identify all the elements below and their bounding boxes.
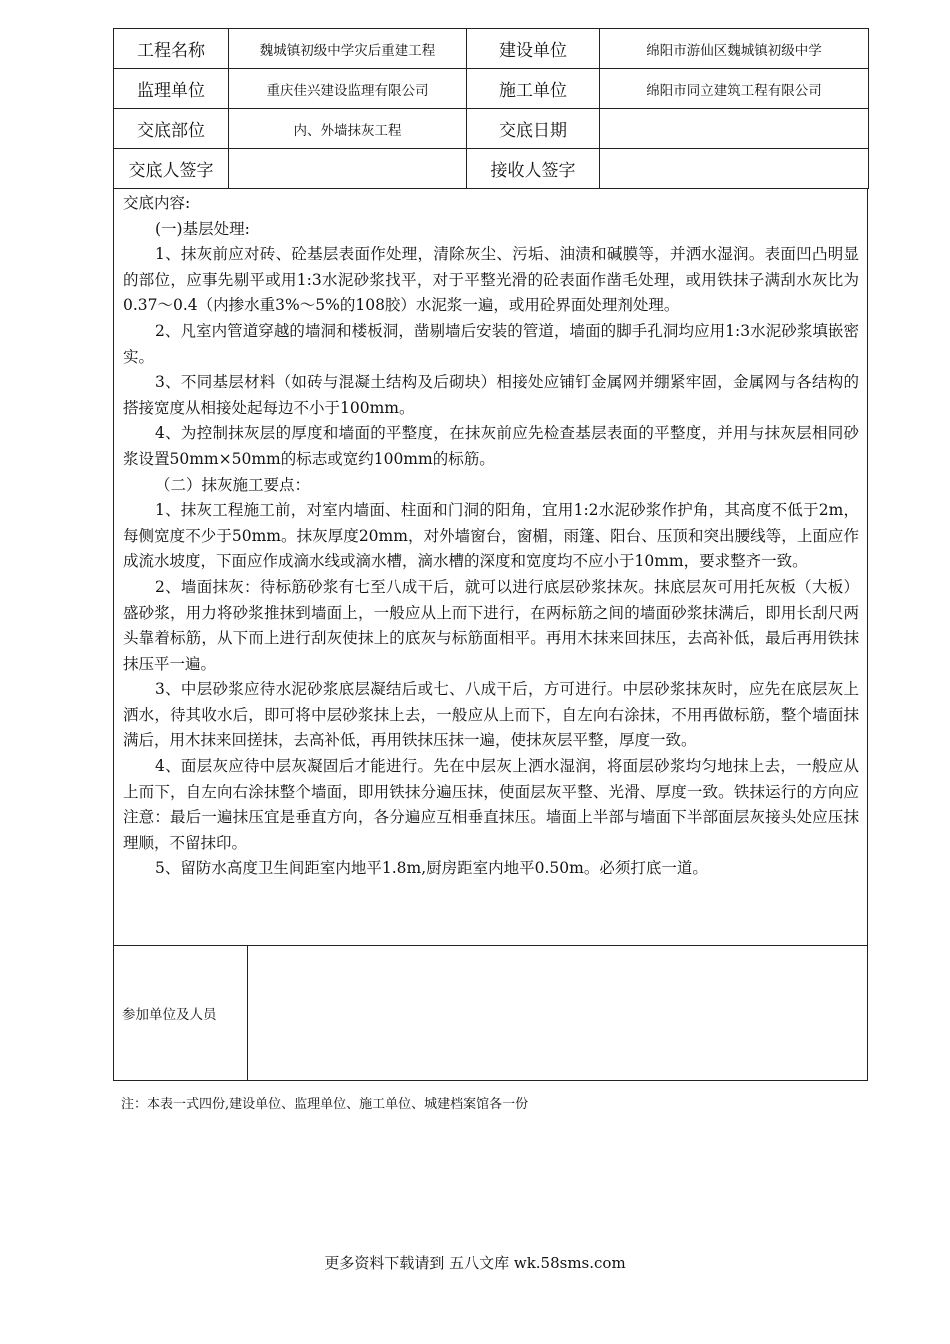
owner-unit-label: 建设单位 xyxy=(467,29,600,69)
content-paragraph: 1、抹灰前应对砖、砼基层表面作处理，清除灰尘、污垢、油渍和碱膜等，并洒水湿润。表面凹凸明显的部位，应事先剔平或用1:3水泥砂浆找平，对于平整光滑的砼表面作凿毛处理，或用铁抹子满刮水灰比为0.37～0.4（内掺水重3%～5%的108胶）水泥浆一遍，或用砼界面处理剂处理。 xyxy=(123,245,859,315)
table-row xyxy=(114,109,869,149)
table-row xyxy=(114,69,869,109)
receiver-signature-label: 接收人签字 xyxy=(467,149,600,189)
section-title-base-treatment: (一)基层处理: xyxy=(155,219,250,238)
handover-date-value xyxy=(600,109,869,149)
handover-part-value: 内、外墙抹灰工程 xyxy=(229,109,467,149)
supervisor-unit-label: 监理单位 xyxy=(114,69,229,109)
section-title-plastering-points: （二）抹灰施工要点： xyxy=(155,475,311,494)
participants-label: 参加单位及人员 xyxy=(114,946,248,1080)
content-paragraph: 2、凡室内管道穿越的墙洞和楼板洞，凿剔墙后安装的管道，墙面的脚手孔洞均应用1:3水泥砂浆填嵌密实。 xyxy=(123,321,859,366)
content-paragraph: 2、墙面抹灰：待标筋砂浆有七至八成干后，就可以进行底层砂浆抹灰。抹底层灰可用托灰板（大板）盛砂浆，用力将砂浆推抹到墙面上，一般应从上而下进行，在两标筋之间的墙面砂浆抹满后，即用长刮尺两头靠着标筋，从下而上进行刮灰使抹上的底灰与标筋面相平。再用木抹来回抹压，去高补低，最后再用铁抹抹压平一遍。 xyxy=(123,577,859,673)
content-paragraph: 4、为控制抹灰层的厚度和墙面的平整度，在抹灰前应先检查基层表面的平整度，并用与抹灰层相同砂浆设置50mm×50mm的标志或宽约100mm的标筋。 xyxy=(123,424,859,468)
project-name-label: 工程名称 xyxy=(114,29,229,69)
handover-form xyxy=(113,28,868,1081)
table-row xyxy=(114,29,869,69)
handover-date-label: 交底日期 xyxy=(467,109,600,149)
content-paragraph: 5、留防水高度卫生间距室内地平1.8m,厨房距室内地平0.50m。必须打底一道。 xyxy=(155,859,708,878)
content-paragraph: 4、面层灰应待中层灰凝固后才能进行。先在中层灰上洒水湿润，将面层砂浆均匀地抹上去，一般应从上而下，自左向右涂抹整个墙面，即用铁抹分遍压抹，使面层灰平整、光滑、厚度一致。铁抹运行的方向应注意：最后一遍抹压宜是垂直方向，各分遍应互相垂直抹压。墙面上半部与墙面下半部面层灰接头处应压抹理顺，不留抹印。 xyxy=(123,757,859,852)
receiver-signature-value xyxy=(600,149,869,189)
contractor-unit-label: 施工单位 xyxy=(467,69,600,109)
content-paragraph: 1、抹灰工程施工前，对室内墙面、柱面和门洞的阳角，宜用1:2水泥砂浆作护角，其高度不低于2m，每侧宽度不少于50mm。抹灰厚度20mm，对外墙窗台，窗楣，雨篷、阳台、压顶和突出腰线等，上面应作成流水坡度，下面应作成滴水线或滴水槽，滴水槽的深度和宽度均不应小于10mm，要求整齐一致。 xyxy=(123,501,859,571)
project-name-value: 魏城镇初级中学灾后重建工程 xyxy=(229,29,467,69)
contractor-unit-value: 绵阳市同立建筑工程有限公司 xyxy=(600,69,869,109)
participants-value xyxy=(248,946,867,1080)
supervisor-unit-value: 重庆佳兴建设监理有限公司 xyxy=(229,69,467,109)
content-heading: 交底内容: xyxy=(123,194,191,212)
table-row xyxy=(114,149,869,189)
info-table xyxy=(113,28,869,189)
footer-text: 更多资料下载请到 五八文库 wk.58sms.com xyxy=(324,1254,626,1272)
content-paragraph: 3、不同基层材料（如砖与混凝土结构及后砌块）相接处应铺钉金属网并绷紧牢固，金属网与各结构的搭接宽度从相接处起每边不小于100mm。 xyxy=(123,373,859,417)
handover-content xyxy=(113,189,868,946)
handover-part-label: 交底部位 xyxy=(114,109,229,149)
form-note: 注：本表一式四份,建设单位、监理单位、施工单位、城建档案馆各一份 xyxy=(121,1097,529,1112)
content-paragraph: 3、中层砂浆应待水泥砂浆底层凝结后或七、八成干后，方可进行。中层砂浆抹灰时，应先在底层灰上洒水，待其收水后，即可将中层砂浆抹上去，一般应从上而下，自左向右涂抹，不用再做标筋，整个墙面抹满后，用木抹来回搓抹，去高补低，再用铁抹压抹一遍，使抹灰层平整，厚度一致。 xyxy=(123,680,859,750)
owner-unit-value: 绵阳市游仙区魏城镇初级中学 xyxy=(600,29,869,69)
handover-signature-label: 交底人签字 xyxy=(114,149,229,189)
participants-row xyxy=(113,946,868,1081)
handover-signature-value xyxy=(229,149,467,189)
